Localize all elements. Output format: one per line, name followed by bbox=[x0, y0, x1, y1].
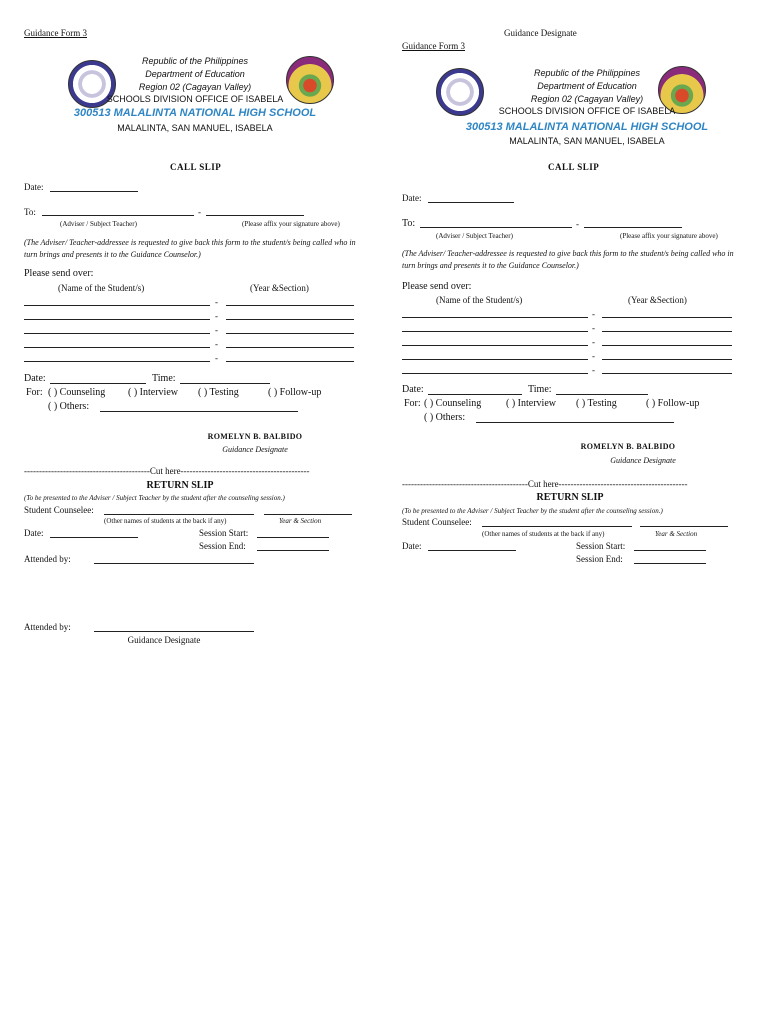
attended-caption: Guidance Designate bbox=[127, 635, 201, 645]
option-interview[interactable]: ( ) Interview bbox=[128, 387, 178, 398]
date-label: Date: bbox=[24, 182, 44, 192]
return-note: (To be presented to the Adviser / Subject Teacher by the student after the counseling session.) bbox=[402, 507, 663, 515]
date-label: Date: bbox=[402, 193, 422, 203]
session-start-field[interactable] bbox=[257, 537, 329, 538]
date-field[interactable] bbox=[50, 191, 138, 192]
date2-label: Date: bbox=[402, 384, 424, 395]
signature-field[interactable] bbox=[206, 215, 304, 216]
cut-here-label: Cut here bbox=[527, 479, 559, 489]
dash: - bbox=[592, 337, 595, 347]
dash: - bbox=[592, 323, 595, 333]
attended-by-field-2[interactable] bbox=[94, 631, 254, 632]
for-label: For: bbox=[26, 387, 43, 398]
to-field[interactable] bbox=[42, 215, 194, 216]
signatory-name: ROMELYN B. BALBIDO bbox=[207, 432, 303, 441]
option-follow-up[interactable]: ( ) Follow-up bbox=[268, 387, 322, 398]
student-name-field[interactable] bbox=[402, 345, 588, 346]
option-others[interactable]: ( ) Others: bbox=[48, 401, 90, 412]
form-label: Guidance Form 3 bbox=[24, 28, 87, 38]
option-others[interactable]: ( ) Others: bbox=[424, 412, 466, 423]
student-name-field[interactable] bbox=[402, 331, 588, 332]
dash: - bbox=[215, 325, 218, 335]
call-slip-title: CALL SLIP bbox=[548, 162, 600, 172]
student-name-field[interactable] bbox=[402, 359, 588, 360]
instruction-text: (The Adviser/ Teacher-addressee is requested to give back this form to the student/s being called who in turn brings and presents it to the Guidance Counselor.) bbox=[402, 249, 734, 270]
session-end-label: Session End: bbox=[199, 541, 246, 551]
return-slip-title: RETURN SLIP bbox=[146, 480, 214, 491]
others-field[interactable] bbox=[100, 411, 298, 412]
option-interview[interactable]: ( ) Interview bbox=[506, 398, 556, 409]
dash: - bbox=[215, 311, 218, 321]
school-name: 300513 MALALINTA NATIONAL HIGH SCHOOL bbox=[465, 121, 709, 133]
signature-field[interactable] bbox=[584, 227, 682, 228]
header-department: Department of Education bbox=[145, 69, 245, 79]
student-name-field[interactable] bbox=[24, 319, 210, 320]
cut-here-label: Cut here bbox=[149, 466, 181, 476]
student-section-field[interactable] bbox=[226, 333, 354, 334]
please-send-label: Please send over: bbox=[402, 281, 472, 292]
student-name-field[interactable] bbox=[24, 347, 210, 348]
date2-field[interactable] bbox=[428, 394, 522, 395]
counselee-field[interactable] bbox=[482, 526, 632, 527]
please-send-label: Please send over: bbox=[24, 268, 94, 279]
date-field[interactable] bbox=[428, 202, 514, 203]
counselee-field[interactable] bbox=[104, 514, 254, 515]
student-name-field[interactable] bbox=[24, 361, 210, 362]
session-end-field[interactable] bbox=[634, 563, 706, 564]
cut-line: ------------------------------------------Cut here------------------------------------------- bbox=[402, 479, 688, 489]
attended-by-field[interactable] bbox=[94, 563, 254, 564]
advisor-caption: (Adviser / Subject Teacher) bbox=[436, 232, 513, 240]
attended-by-label: Attended by: bbox=[24, 554, 71, 564]
header-department: Department of Education bbox=[537, 81, 637, 91]
return-note: (To be presented to the Adviser / Subject Teacher by the student after the counseling session.) bbox=[24, 494, 285, 502]
advisor-caption: (Adviser / Subject Teacher) bbox=[60, 220, 137, 228]
year-caption: Year & Section bbox=[279, 517, 322, 525]
name-header: (Name of the Student/s) bbox=[436, 295, 523, 305]
for-label: For: bbox=[404, 398, 421, 409]
session-start-label: Session Start: bbox=[199, 528, 249, 538]
name-header: (Name of the Student/s) bbox=[58, 283, 145, 293]
attended-by-label-2: Attended by: bbox=[24, 622, 71, 632]
header-division: SCHOOLS DIVISION OFFICE OF ISABELA bbox=[498, 106, 676, 116]
school-address: MALALINTA, SAN MANUEL, ISABELA bbox=[509, 136, 665, 146]
return-date-field[interactable] bbox=[50, 537, 138, 538]
time-label: Time: bbox=[528, 384, 552, 395]
header-designate: Guidance Designate bbox=[504, 28, 577, 38]
year-caption: Year & Section bbox=[655, 530, 698, 538]
signatory-title: Guidance Designate bbox=[610, 456, 676, 465]
student-section-field[interactable] bbox=[226, 347, 354, 348]
year-header: (Year &Section) bbox=[628, 295, 687, 305]
dash: - bbox=[215, 297, 218, 307]
call-slip-title: CALL SLIP bbox=[170, 162, 222, 172]
student-section-field[interactable] bbox=[226, 319, 354, 320]
student-section-field[interactable] bbox=[602, 331, 732, 332]
session-end-label: Session End: bbox=[576, 554, 623, 564]
school-seal-icon bbox=[286, 56, 334, 104]
return-slip-title: RETURN SLIP bbox=[536, 492, 604, 503]
option-testing[interactable]: ( ) Testing bbox=[576, 398, 617, 409]
dash: - bbox=[592, 351, 595, 361]
date2-label: Date: bbox=[24, 373, 46, 384]
student-section-field[interactable] bbox=[602, 345, 732, 346]
dash: - bbox=[592, 309, 595, 319]
counselee-section-field[interactable] bbox=[264, 514, 352, 515]
cut-line: ------------------------------------------Cut here------------------------------------------- bbox=[24, 466, 310, 476]
student-name-field[interactable] bbox=[402, 373, 588, 374]
counselee-label: Student Counselee: bbox=[402, 517, 472, 527]
option-counseling[interactable]: ( ) Counseling bbox=[424, 398, 482, 409]
signatory-title: Guidance Designate bbox=[222, 445, 288, 454]
others-field[interactable] bbox=[476, 422, 674, 423]
student-name-field[interactable] bbox=[24, 333, 210, 334]
dash: - bbox=[215, 339, 218, 349]
dash: - bbox=[198, 207, 201, 217]
school-name: 300513 MALALINTA NATIONAL HIGH SCHOOL bbox=[73, 107, 317, 119]
session-start-field[interactable] bbox=[634, 550, 706, 551]
time-field[interactable] bbox=[180, 383, 270, 384]
dash: - bbox=[215, 353, 218, 363]
deped-seal-icon bbox=[436, 68, 484, 116]
option-follow-up[interactable]: ( ) Follow-up bbox=[646, 398, 700, 409]
student-section-field[interactable] bbox=[602, 359, 732, 360]
instruction-text: (The Adviser/ Teacher-addressee is requested to give back this form to the student/s being called who in turn brings and presents it to the Guidance Counselor.) bbox=[24, 238, 356, 259]
right-form bbox=[378, 0, 762, 1024]
to-field[interactable] bbox=[420, 227, 572, 228]
option-counseling[interactable]: ( ) Counseling bbox=[48, 387, 106, 398]
other-names-caption: (Other names of students at the back if any) bbox=[482, 530, 605, 538]
option-testing[interactable]: ( ) Testing bbox=[198, 387, 239, 398]
student-section-field[interactable] bbox=[602, 373, 732, 374]
header-region: Region 02 (Cagayan Valley) bbox=[138, 82, 252, 92]
student-section-field[interactable] bbox=[226, 305, 354, 306]
signature-caption: (Please affix your signature above) bbox=[242, 220, 340, 228]
student-name-field[interactable] bbox=[402, 317, 588, 318]
student-name-field[interactable] bbox=[24, 305, 210, 306]
form-label: Guidance Form 3 bbox=[402, 41, 465, 51]
date2-field[interactable] bbox=[50, 383, 146, 384]
to-label: To: bbox=[402, 218, 416, 229]
other-names-caption: (Other names of students at the back if any) bbox=[104, 517, 227, 525]
counselee-section-field[interactable] bbox=[640, 526, 728, 527]
signature-caption: (Please affix your signature above) bbox=[620, 232, 718, 240]
signatory-name: ROMELYN B. BALBIDO bbox=[580, 442, 676, 451]
return-date-label: Date: bbox=[402, 541, 422, 551]
counselee-label: Student Counselee: bbox=[24, 505, 94, 515]
header-region: Region 02 (Cagayan Valley) bbox=[530, 94, 644, 104]
school-address: MALALINTA, SAN MANUEL, ISABELA bbox=[117, 123, 273, 133]
header-republic: Republic of the Philippines bbox=[533, 68, 641, 78]
dash: - bbox=[592, 365, 595, 375]
student-section-field[interactable] bbox=[226, 361, 354, 362]
dash: - bbox=[576, 219, 579, 229]
session-start-label: Session Start: bbox=[576, 541, 626, 551]
session-end-field[interactable] bbox=[257, 550, 329, 551]
student-section-field[interactable] bbox=[602, 317, 732, 318]
year-header: (Year &Section) bbox=[250, 283, 309, 293]
time-label: Time: bbox=[152, 373, 176, 384]
return-date-label: Date: bbox=[24, 528, 44, 538]
header-division: SCHOOLS DIVISION OFFICE OF ISABELA bbox=[106, 94, 284, 104]
header-republic: Republic of the Philippines bbox=[141, 56, 249, 66]
time-field[interactable] bbox=[556, 394, 648, 395]
to-label: To: bbox=[24, 207, 36, 217]
return-date-field[interactable] bbox=[428, 550, 516, 551]
